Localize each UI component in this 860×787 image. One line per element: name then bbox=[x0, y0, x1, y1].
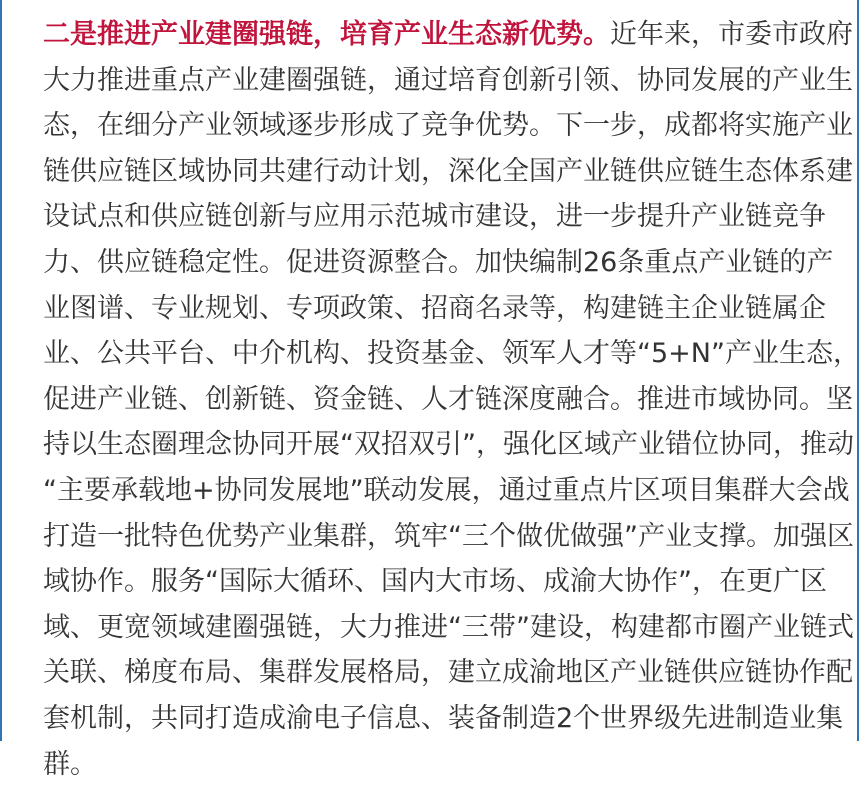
paragraph-line: 态，在细分产业领域逐步形成了竞争优势。下一步，成都将实施产业 bbox=[43, 103, 823, 149]
paragraph-line: 促进产业链、创新链、资金链、人才链深度融合。推进市域协同。坚 bbox=[43, 377, 823, 423]
paragraph-text: 近年来，市委市政府 bbox=[610, 19, 853, 50]
paragraph-line: 打造一批特色优势产业集群，筑牢“三个做优做强”产业支撑。加强区 bbox=[43, 514, 823, 560]
paragraph-line bbox=[43, 12, 823, 58]
paragraph-line: 关联、梯度布局、集群发展格局，建立成渝地区产业链供应链协作配 bbox=[43, 650, 823, 696]
paragraph-line: 大力推进重点产业建圈强链，通过培育创新引领、协同发展的产业生 bbox=[43, 58, 823, 104]
paragraph-line: 业、公共平台、中介机构、投资基金、领军人才等“5+N”产业生态， bbox=[43, 331, 823, 377]
paragraph-line: 群。 bbox=[43, 742, 823, 787]
paragraph-line: 域协作。服务“国际大循环、国内大市场、成渝大协作”，在更广区 bbox=[43, 559, 823, 605]
paragraph-line: 业图谱、专业规划、专项政策、招商名录等，构建链主企业链属企 bbox=[43, 286, 823, 332]
paragraph-line: 力、供应链稳定性。促进资源整合。加快编制26条重点产业链的产 bbox=[43, 240, 823, 286]
paragraph-line: 持以生态圈理念协同开展“双招双引”，强化区域产业错位协同，推动 bbox=[43, 422, 823, 468]
article-body bbox=[43, 12, 823, 787]
paragraph-line: 链供应链区域协同共建行动计划，深化全国产业链供应链生态体系建 bbox=[43, 149, 823, 195]
lead-sentence: 二是推进产业建圈强链，培育产业生态新优势。 bbox=[43, 19, 610, 50]
paragraph-line: “主要承载地+协同发展地”联动发展，通过重点片区项目集群大会战 bbox=[43, 468, 823, 514]
paragraph-line: 域、更宽领域建圈强链，大力推进“三带”建设，构建都市圈产业链式 bbox=[43, 605, 823, 651]
paragraph-line: 套机制，共同打造成渝电子信息、装备制造2个世界级先进制造业集 bbox=[43, 696, 823, 742]
paragraph-line: 设试点和供应链创新与应用示范城市建设，进一步提升产业链竞争 bbox=[43, 194, 823, 240]
